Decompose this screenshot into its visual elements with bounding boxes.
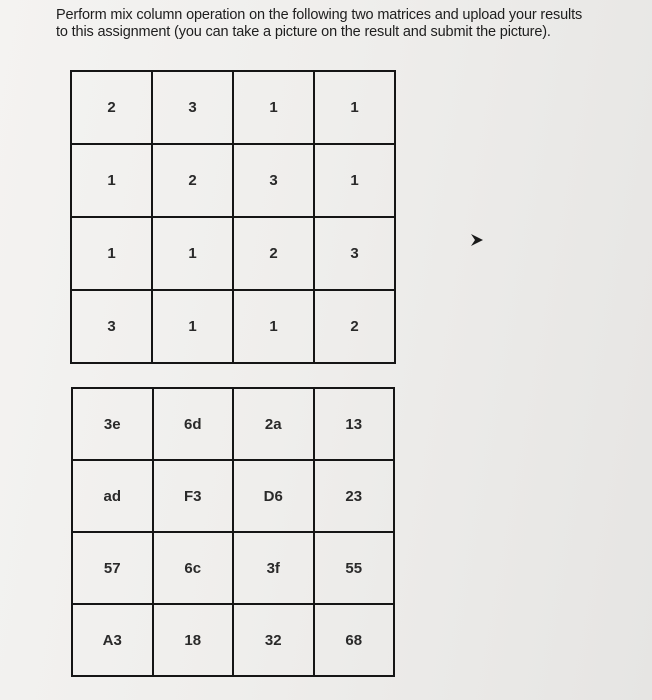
matrix-cell: F3 [153, 460, 234, 532]
matrix-cell: 1 [152, 217, 233, 290]
matrix-cell: 2 [233, 217, 314, 290]
matrix-cell: 6c [153, 532, 234, 604]
matrix-cell: 3 [314, 217, 395, 290]
matrix-cell: 3 [152, 71, 233, 144]
matrix-b [71, 387, 395, 677]
matrix-cell: 1 [233, 290, 314, 363]
matrix-cell: 2 [314, 290, 395, 363]
matrix-cell: D6 [233, 460, 314, 532]
matrix-cell: 1 [233, 71, 314, 144]
matrix-cell: 1 [314, 144, 395, 217]
matrix-cell: 32 [233, 604, 314, 676]
matrix-cell: 18 [153, 604, 234, 676]
matrix-row [71, 290, 395, 363]
matrix-a [70, 70, 396, 364]
matrix-row [72, 532, 394, 604]
matrix-cell: 13 [314, 388, 395, 460]
matrix-cell: 1 [152, 290, 233, 363]
matrix-cell: 3 [233, 144, 314, 217]
matrix-cell: 23 [314, 460, 395, 532]
matrix-cell: 1 [314, 71, 395, 144]
matrix-row [72, 604, 394, 676]
matrix-row [72, 460, 394, 532]
matrix-row [72, 388, 394, 460]
matrix-row [71, 144, 395, 217]
instructions-text [56, 7, 652, 41]
matrix-cell: 3f [233, 532, 314, 604]
matrix-cell: 55 [314, 532, 395, 604]
matrix-cell: 2 [71, 71, 152, 144]
matrix-cell: 68 [314, 604, 395, 676]
matrix-cell: 3 [71, 290, 152, 363]
matrix-cell: 1 [71, 144, 152, 217]
matrix-cell: 2a [233, 388, 314, 460]
matrix-cell: 3e [72, 388, 153, 460]
arrow-cursor-icon [470, 233, 484, 247]
matrix-cell: 57 [72, 532, 153, 604]
matrix-cell: 6d [153, 388, 234, 460]
instructions-line-2: to this assignment (you can take a picture on the result and submit the picture). [56, 24, 551, 40]
matrix-cell: 2 [152, 144, 233, 217]
instructions-line-1: Perform mix column operation on the following two matrices and upload your results [56, 7, 583, 23]
matrix-cell: 1 [71, 217, 152, 290]
matrix-row [71, 217, 395, 290]
matrix-row [71, 71, 395, 144]
matrix-cell: A3 [72, 604, 153, 676]
matrix-cell: ad [72, 460, 153, 532]
